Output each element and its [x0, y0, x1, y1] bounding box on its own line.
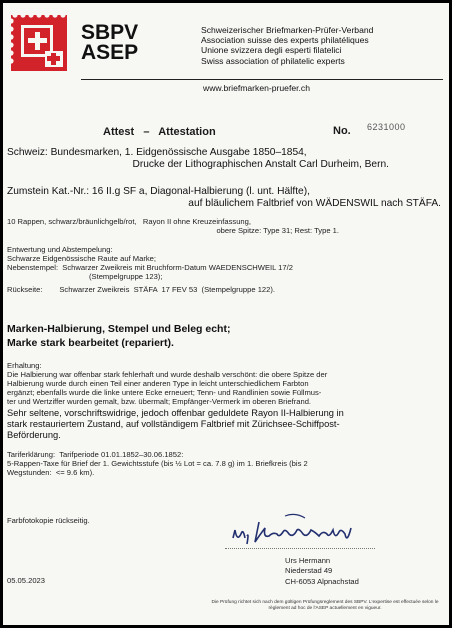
document-title: Attest – Attestation [103, 126, 216, 138]
brand-name [81, 23, 138, 63]
condition-heading: Erhaltung: [7, 361, 42, 370]
summary-line-1: Sehr seltene, vorschriftswidrige, jedoch offenbar geduldete Rayon II-Halbierung in [7, 408, 344, 418]
signer-name: Urs Hermann [285, 556, 331, 565]
tariff-heading: Tariferklärung: Tarifperiode 01.01.1852–30.06.1852: [7, 450, 184, 459]
association-en: Swiss association of philatelic experts [201, 55, 345, 66]
certificate-number: 6231000 [367, 122, 406, 132]
tariff-text-2: Wegstunden: <= 9.6 km). [7, 468, 95, 477]
brand-sbpv: SBPV [81, 21, 139, 44]
postmark-group: (Stempelgruppe 123); [89, 272, 163, 281]
sbpv-logo-stamp-icon [11, 15, 67, 71]
summary-line-3: Beförderung. [7, 430, 61, 440]
handwritten-signature-icon [225, 508, 375, 550]
tariff-text-1: 5-Rappen-Taxe für Brief der 1. Gewichtsstufe (bis ½ Lot = ca. 7.8 g) im 1. Briefkreis (bis 2 [7, 459, 308, 468]
header-divider [81, 79, 443, 80]
condition-text-4: ter und Wertziffer wurden gemalt, bzw. übermalt; Empfänger-Vermerk im oberen Briefrand. [7, 397, 312, 406]
reverse-postmark: Rückseite: Schwarzer Zweikreis STÄFA 17 FEV 53 (Stempelgruppe 122). [7, 285, 275, 294]
certificate-page [3, 3, 449, 625]
association-fr: Association suisse des experts philatéliques [201, 35, 369, 46]
signature-line [225, 548, 375, 549]
footer-note: Die Prüfung richtet sich nach dem gültigen Prüfungsreglement des SBPV. L'expertise est effectuée selon le règlement ad hoc de l'ASEP actuellement en vigueur. [211, 600, 439, 611]
printer-line: Drucke der Lithographischen Anstalt Carl Durheim, Bern. [132, 159, 389, 170]
brand-asep: ASEP [81, 41, 139, 64]
secondary-postmark: Nebenstempel: Schwarzer Zweikreis mit Bruchform-Datum WAEDENSCHWEIL 17/2 [7, 263, 293, 272]
association-it: Unione svizzera degli esperti filatelici [201, 45, 342, 56]
cover-line: auf bläulichem Faltbrief von WÄDENSWIL nach STÄFA. [188, 198, 441, 209]
condition-text-1: Die Halbierung war offenbar stark fehlerhaft und wurde deshalb verschönt: die obere Spitze der [7, 370, 328, 379]
condition-text-2: Halbierung wurde durch einen Teil einer anderen Type in leicht unterschiedlichem Farbton [7, 379, 309, 388]
condition-text-3: ergänzt; ebenfalls wurde die linke untere Ecke erneuert; Tenn- und Randlinien sowie Füllmus- [7, 388, 322, 397]
catalog-line: Zumstein Kat.-Nr.: 16 II.g SF a, Diagonal-Halbierung (l. unt. Hälfte), [7, 186, 310, 197]
cancellation-heading: Entwertung und Abstempelung: [7, 245, 113, 254]
signer-address [285, 556, 359, 587]
verdict-line1: Marken-Halbierung, Stempel und Beleg echt; [7, 323, 231, 335]
summary-line-2: stark restauriertem Zustand, auf vollständigem Faltbrief mit Zürichsee-Schiffpost- [7, 419, 340, 429]
type-line: obere Spitze: Type 31; Rest: Type 1. [216, 226, 339, 235]
issue-date: 05.05.2023 [7, 576, 46, 585]
certificate-number-label: No. [333, 125, 351, 137]
association-names [201, 25, 373, 66]
cancellation-line: Schwarze Eidgenössische Raute auf Marke; [7, 254, 156, 263]
verdict-line2: Marke stark bearbeitet (repariert). [7, 337, 174, 349]
signer-city: CH-6053 Alpnachstad [285, 576, 359, 586]
issue-line: Schweiz: Bundesmarken, 1. Eidgenössische Ausgabe 1850–1854, [7, 147, 307, 158]
website-url: www.briefmarken-pruefer.ch [203, 83, 310, 93]
signer-street: Niederstad 49 [285, 566, 333, 576]
stamp-description: 10 Rappen, schwarz/bräunlichgelb/rot, Rayon II ohne Kreuzeinfassung, [7, 217, 251, 226]
association-de: Schweizerischer Briefmarken-Prüfer-Verband [201, 25, 374, 35]
photocopy-note: Farbfotokopie rückseitig. [7, 516, 90, 525]
